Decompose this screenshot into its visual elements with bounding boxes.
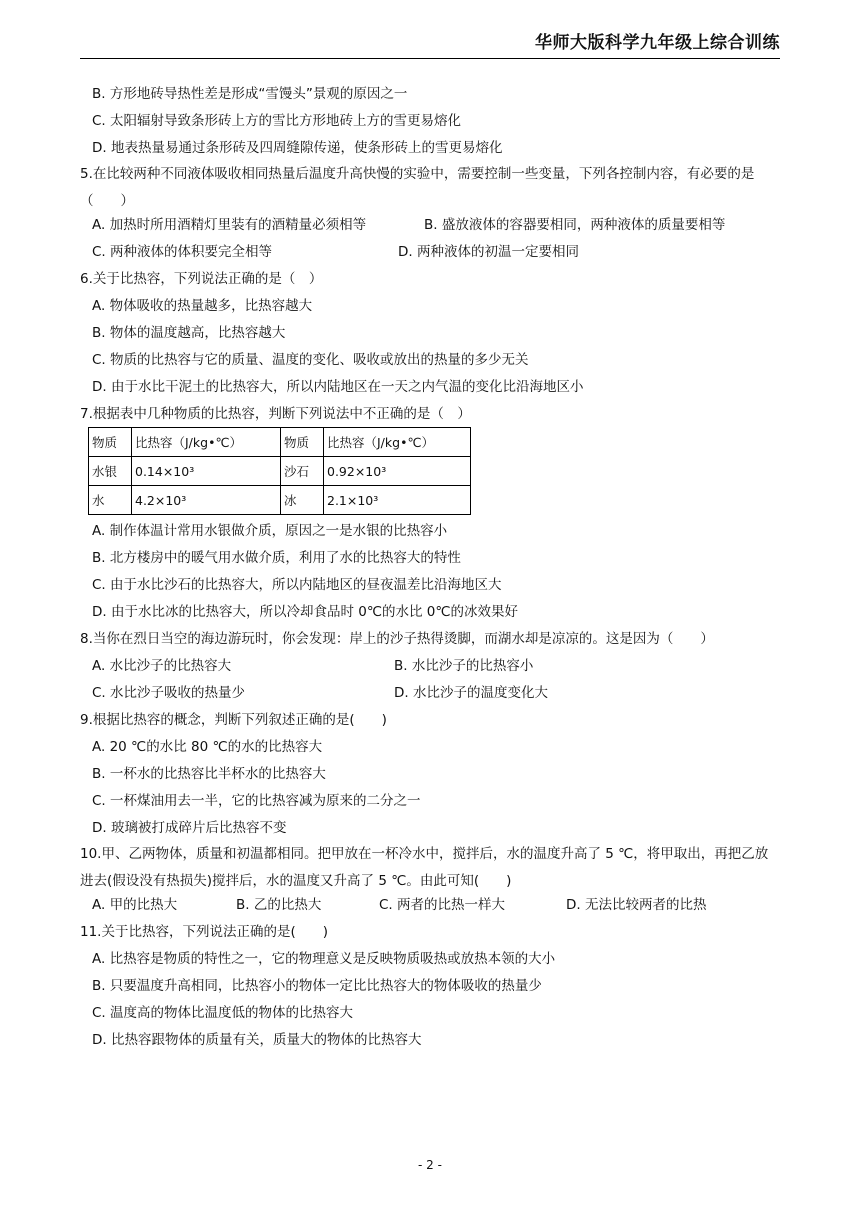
q5-option-d: D. 两种液体的初温一定要相同	[398, 244, 579, 260]
table-row	[89, 457, 471, 486]
q8-option-d: D. 水比沙子的温度变化大	[394, 685, 548, 701]
table-header-cell: 物质	[281, 428, 324, 457]
q9-option-c: C. 一杯煤油用去一半，它的比热容减为原来的二分之一	[92, 793, 421, 809]
q10-options	[80, 895, 780, 922]
table-cell: 水银	[89, 457, 132, 486]
q9-option-d: D. 玻璃被打成碎片后比热容不变	[92, 820, 287, 836]
table-header-row	[89, 428, 471, 457]
q10-option-d: D. 无法比较两者的比热	[566, 897, 707, 913]
q6-option-a: A. 物体吸收的热量越多，比热容越大	[92, 298, 313, 314]
page-content	[80, 84, 780, 1057]
q6-stem: 6.关于比热容，下列说法正确的是（ ）	[80, 271, 323, 287]
table-header-cell: 物质	[89, 428, 132, 457]
q7-option-b: B. 北方楼房中的暖气用水做介质，利用了水的比热容大的特性	[92, 550, 461, 566]
q7-option-c: C. 由于水比沙石的比热容大，所以内陆地区的昼夜温差比沿海地区大	[92, 577, 502, 593]
q10-option-b: B. 乙的比热大	[236, 897, 322, 913]
table-cell: 冰	[281, 486, 324, 515]
table-cell: 2.1×10³	[324, 486, 471, 515]
q8-option-b: B. 水比沙子的比热容小	[394, 658, 534, 674]
q8-options-ab	[80, 656, 780, 683]
q4-option-d: D. 地表热量易通过条形砖及四周缝隙传递，使条形砖上的雪更易熔化	[92, 140, 503, 156]
q5-option-c: C. 两种液体的体积要完全相等	[92, 244, 273, 260]
table-cell: 沙石	[281, 457, 324, 486]
q7-stem: 7.根据表中几种物质的比热容，判断下列说法中不正确的是（ ）	[80, 406, 471, 422]
q8-option-c: C. 水比沙子吸收的热量少	[92, 685, 246, 701]
header-rule	[80, 58, 780, 59]
q11-stem: 11.关于比热容，下列说法正确的是( )	[80, 924, 329, 940]
q5-stem: 5.在比较两种不同液体吸收相同热量后温度升高快慢的实验中，需要控制一些变量，下列各控制内容，有必要的是（ ）	[80, 166, 755, 209]
specific-heat-table	[88, 427, 471, 515]
q8-option-a: A. 水比沙子的比热容大	[92, 658, 232, 674]
q5-options-cd	[80, 242, 780, 269]
q8-stem: 8.当你在烈日当空的海边游玩时，你会发现：岸上的沙子热得烫脚，而湖水却是凉凉的。这是因为（ ）	[80, 631, 714, 647]
q9-option-b: B. 一杯水的比热容比半杯水的比热容大	[92, 766, 326, 782]
q9-stem: 9.根据比热容的概念，判断下列叙述正确的是( )	[80, 712, 387, 728]
q8-options-cd	[80, 683, 780, 710]
table-cell: 水	[89, 486, 132, 515]
q6-option-b: B. 物体的温度越高，比热容越大	[92, 325, 286, 341]
q5-option-b: B. 盛放液体的容器要相同，两种液体的质量要相等	[424, 217, 726, 233]
q4-option-c: C. 太阳辐射导致条形砖上方的雪比方形地砖上方的雪更易熔化	[92, 113, 462, 129]
q10-option-c: C. 两者的比热一样大	[379, 897, 506, 913]
table-cell: 4.2×10³	[132, 486, 281, 515]
q11-option-a: A. 比热容是物质的特性之一，它的物理意义是反映物质吸热或放热本领的大小	[92, 951, 556, 967]
q5-option-a: A. 加热时所用酒精灯里装有的酒精量必须相等	[92, 217, 367, 233]
table-header-cell: 比热容（J/kg•℃）	[132, 428, 281, 457]
q7-option-a: A. 制作体温计常用水银做介质，原因之一是水银的比热容小	[92, 523, 448, 539]
q4-option-b: B. 方形地砖导热性差是形成“雪馒头”景观的原因之一	[92, 86, 408, 102]
table-header-cell: 比热容（J/kg•℃）	[324, 428, 471, 457]
q10-stem: 10.甲、乙两物体，质量和初温都相同。把甲放在一杯冷水中，搅拌后，水的温度升高了 5 ℃，将甲取出，再把乙放进去(假设没有热损失)搅拌后，水的温度又升高了 5 ℃。由此可知( )	[80, 846, 769, 889]
q10-option-a: A. 甲的比热大	[92, 897, 178, 913]
q9-option-a: A. 20 ℃的水比 80 ℃的水的比热容大	[92, 739, 323, 755]
q7-option-d: D. 由于水比冰的比热容大，所以冷却食品时 0℃的水比 0℃的冰效果好	[92, 604, 519, 620]
q11-option-d: D. 比热容跟物体的质量有关，质量大的物体的比热容大	[92, 1032, 422, 1048]
q6-option-d: D. 由于水比干泥土的比热容大，所以内陆地区在一天之内气温的变化比沿海地区小	[92, 379, 584, 395]
table-row	[89, 486, 471, 515]
page-number: - 2 -	[418, 1158, 442, 1172]
q11-option-b: B. 只要温度升高相同，比热容小的物体一定比比热容大的物体吸收的热量少	[92, 978, 542, 994]
table-cell: 0.14×10³	[132, 457, 281, 486]
q5-options-ab	[80, 215, 780, 242]
table-cell: 0.92×10³	[324, 457, 471, 486]
header-title: 华师大版科学九年级上综合训练	[535, 33, 780, 53]
q11-option-c: C. 温度高的物体比温度低的物体的比热容大	[92, 1005, 354, 1021]
q6-option-c: C. 物质的比热容与它的质量、温度的变化、吸收或放出的热量的多少无关	[92, 352, 529, 368]
